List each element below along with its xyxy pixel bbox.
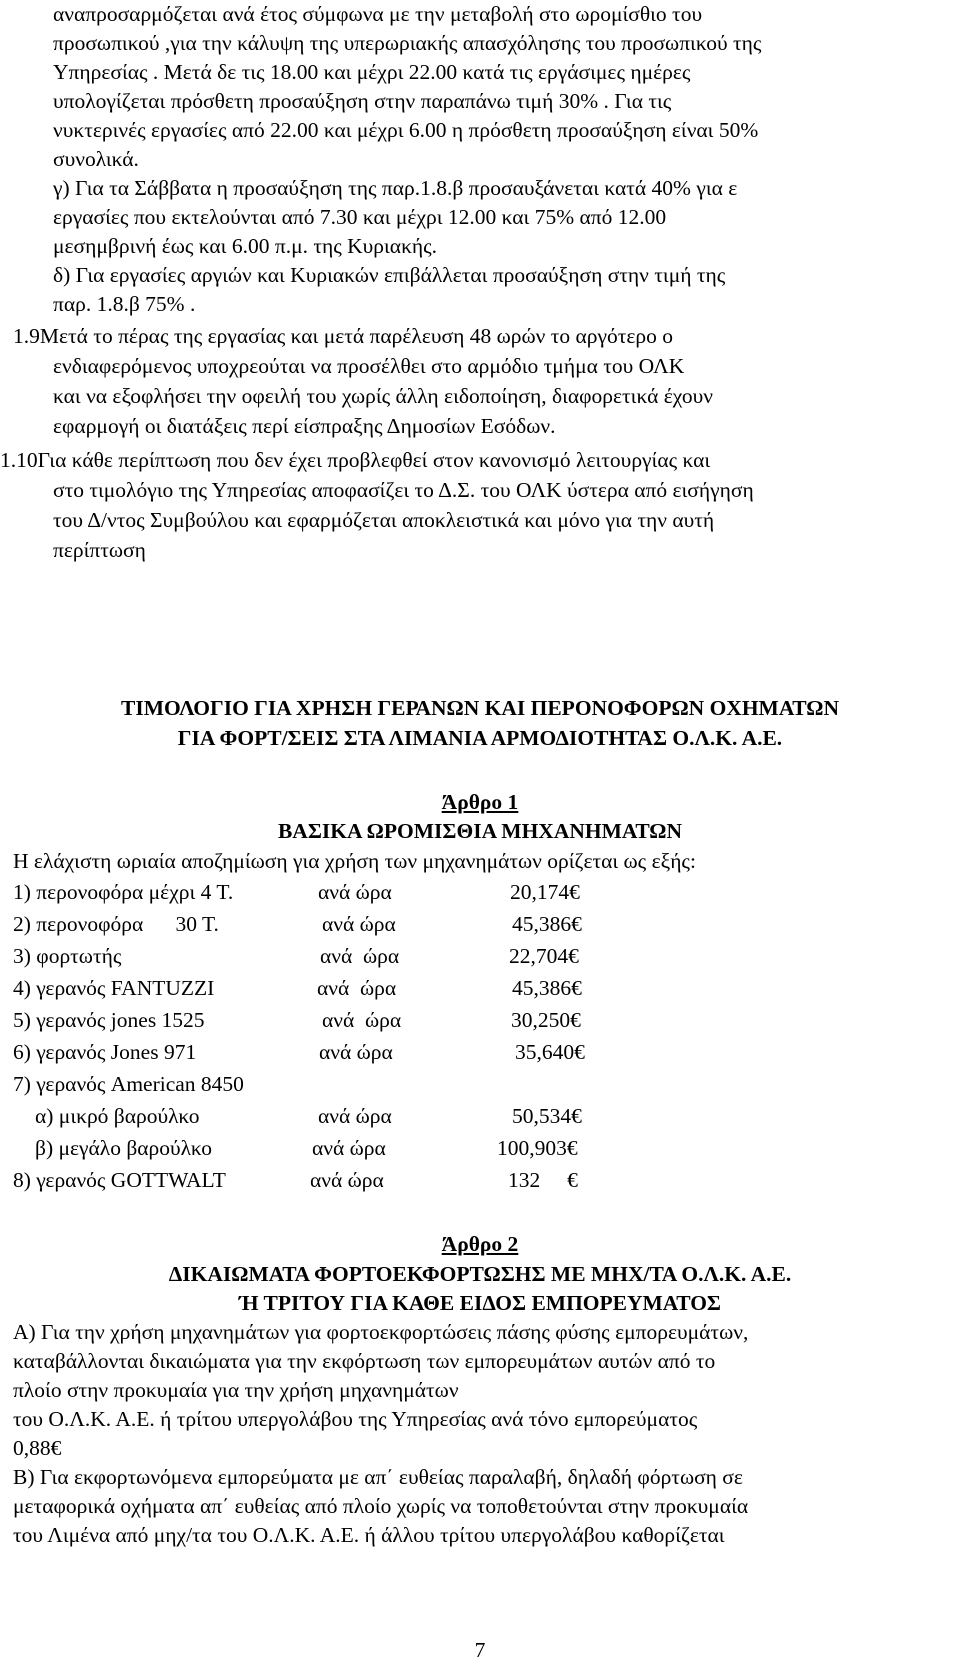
page-number: 7: [474, 1638, 486, 1662]
rate-price: 35,640€: [515, 1040, 585, 1064]
article-1-title: ΒΑΣΙΚΑ ΩΡΟΜΙΣΘΙΑ ΜΗΧΑΝΗΜΑΤΩΝ: [277, 819, 683, 843]
machine-name: 4) γερανός FANTUZZI: [13, 976, 215, 1000]
intro-line: δ) Για εργασίες αργιών και Κυριακών επιβάλλεται προσαύξηση στην τιμή της: [53, 263, 726, 287]
intro-line: μεσημβρινή έως και 6.00 π.μ. της Κυριακής.: [53, 234, 438, 258]
article-2-paragraph-line: του Λιμένα από μηχ/τα του Ο.Λ.Κ. Α.Ε. ή άλλου τρίτου υπεργολάβου καθορίζεται: [13, 1523, 725, 1547]
item-1-10-line: στο τιμολόγιο της Υπηρεσίας αποφασίζει το Δ.Σ. του ΟΛΚ ύστερα από εισήγηση: [53, 478, 754, 502]
machine-name: β) μεγάλο βαρούλκο: [35, 1136, 213, 1160]
article-2-paragraph-line: Β) Για εκφορτωνόμενα εμπορεύματα με απ΄ ευθείας παραλαβή, δηλαδή φόρτωση σε: [13, 1465, 743, 1489]
intro-line: συνολικά.: [53, 147, 139, 171]
item-1-10-line: περίπτωση: [53, 538, 146, 562]
machine-name: 3) φορτωτής: [13, 944, 122, 968]
intro-line: γ) Για τα Σάββατα η προσαύξηση της παρ.1.8.β προσαυξάνεται κατά 40% για ε: [53, 176, 738, 200]
intro-line: υπολογίζεται πρόσθετη προσαύξηση στην παραπάνω τιμή 30% . Για τις: [53, 89, 672, 113]
item-1-9-line: και να εξοφλήσει την οφειλή του χωρίς άλλη ειδοποίηση, διαφορετικά έχουν: [53, 384, 713, 408]
rate-unit: ανά ώρα: [322, 912, 396, 936]
rate-price: 45,386€: [512, 912, 582, 936]
article-1-heading: Άρθρο 1: [441, 790, 519, 814]
article-1-intro: Η ελάχιστη ωριαία αποζημίωση για χρήση των μηχανημάτων ορίζεται ως εξής:: [13, 849, 696, 873]
machine-name: α) μικρό βαρούλκο: [35, 1104, 200, 1128]
item-1-10-line: του Δ/ντος Συμβούλου και εφαρμόζεται αποκλειστικά και μόνο για την αυτή: [53, 508, 715, 532]
rate-price: 22,704€: [509, 944, 579, 968]
rate-price: 45,386€: [512, 976, 582, 1000]
intro-line: παρ. 1.8.β 75% .: [53, 292, 196, 316]
intro-line: νυκτερινές εργασίες από 22.00 και μέχρι 6.00 η πρόσθετη προσαύξηση είναι 50%: [53, 118, 759, 142]
main-title-line: ΤΙΜΟΛΟΓΙΟ ΓΙΑ ΧΡΗΣΗ ΓΕΡΑΝΩΝ ΚΑΙ ΠΕΡΟΝΟΦΟΡΩΝ ΟΧΗΜΑΤΩΝ: [120, 696, 839, 720]
article-2-paragraph-line: Α) Για την χρήση μηχανημάτων για φορτοεκφορτώσεις πάσης φύσης εμπορευμάτων,: [13, 1320, 749, 1344]
machine-name: 7) γερανός American 8450: [13, 1072, 244, 1096]
rate-unit: ανά ώρα: [318, 880, 392, 904]
item-1-9-first: 1.9Μετά το πέρας της εργασίας και μετά παρέλευση 48 ωρών το αργότερο ο: [13, 324, 674, 348]
article-2-paragraph-line: του Ο.Λ.Κ. Α.Ε. ή τρίτου υπεργολάβου της Υπηρεσίας ανά τόνο εμπορεύματος: [13, 1407, 698, 1431]
article-2-paragraph-line: πλοίο στην προκυμαία για την χρήση μηχανημάτων: [13, 1378, 459, 1402]
rate-price: 100,903€: [497, 1136, 578, 1160]
machine-name: 5) γερανός jones 1525: [13, 1008, 205, 1032]
rate-unit: ανά ώρα: [320, 944, 400, 968]
rate-unit: ανά ώρα: [318, 1104, 392, 1128]
article-2-title-line: ΔΙΚΑΙΩΜΑΤΑ ΦΟΡΤΟΕΚΦΟΡΤΩΣΗΣ ΜΕ ΜΗΧ/ΤΑ Ο.Λ.Κ. Α.Ε.: [168, 1262, 792, 1286]
intro-line: αναπροσαρμόζεται ανά έτος σύμφωνα με την μεταβολή στο ωρομίσθιο του: [53, 2, 703, 26]
article-2-title-line: Ή ΤΡΙΤΟΥ ΓΙΑ ΚΑΘΕ ΕΙΔΟΣ ΕΜΠΟΡΕΥΜΑΤΟΣ: [239, 1291, 721, 1315]
main-title-line: ΓΙΑ ΦΟΡΤ/ΣΕΙΣ ΣΤΑ ΛΙΜΑΝΙΑ ΑΡΜΟΔΙΟΤΗΤΑΣ Ο.Λ.Κ. Α.Ε.: [177, 726, 783, 750]
article-2-heading: Άρθρο 2: [441, 1232, 519, 1256]
machine-name: 1) περονοφόρα μέχρι 4 Τ.: [13, 880, 234, 904]
machine-name: 2) περονοφόρα 30 Τ.: [13, 912, 219, 936]
rate-unit: ανά ώρα: [319, 1040, 393, 1064]
item-1-10-first: 1.10Για κάθε περίπτωση που δεν έχει προβλεφθεί στον κανονισμό λειτουργίας και: [0, 448, 711, 472]
rate-unit: ανά ώρα: [322, 1008, 402, 1032]
intro-line: Υπηρεσίας . Μετά δε τις 18.00 και μέχρι 22.00 κατά τις εργάσιμες ημέρες: [53, 60, 691, 84]
rate-price: 30,250€: [511, 1008, 581, 1032]
item-1-9-line: ενδιαφερόμενος υποχρεούται να προσέλθει στο αρμόδιο τμήμα του ΟΛΚ: [53, 354, 685, 378]
intro-line: εργασίες που εκτελούνται από 7.30 και μέχρι 12.00 και 75% από 12.00: [53, 205, 667, 229]
rate-unit: ανά ώρα: [312, 1136, 386, 1160]
article-2-paragraph-line: καταβάλλονται δικαιώματα για την εκφόρτωση των εμπορευμάτων αυτών από το: [13, 1349, 716, 1373]
rate-price: 20,174€: [510, 880, 580, 904]
item-1-9-line: εφαρμογή οι διατάξεις περί είσπραξης Δημοσίων Εσόδων.: [53, 414, 556, 438]
article-2-paragraph-line: 0,88€: [13, 1436, 62, 1460]
article-2-paragraph-line: μεταφορικά οχήματα απ΄ ευθείας από πλοίο χωρίς να τοποθετούνται στην προκυμαία: [13, 1494, 749, 1518]
rate-unit: ανά ώρα: [317, 976, 397, 1000]
rate-price: 132 €: [508, 1168, 578, 1192]
intro-line: προσωπικού ,για την κάλυψη της υπερωριακής απασχόλησης του προσωπικού της: [53, 31, 762, 55]
machine-name: 6) γερανός Jones 971: [13, 1040, 197, 1064]
machine-name: 8) γερανός GOTTWALT: [13, 1168, 226, 1192]
rate-unit: ανά ώρα: [310, 1168, 384, 1192]
rate-price: 50,534€: [512, 1104, 582, 1128]
